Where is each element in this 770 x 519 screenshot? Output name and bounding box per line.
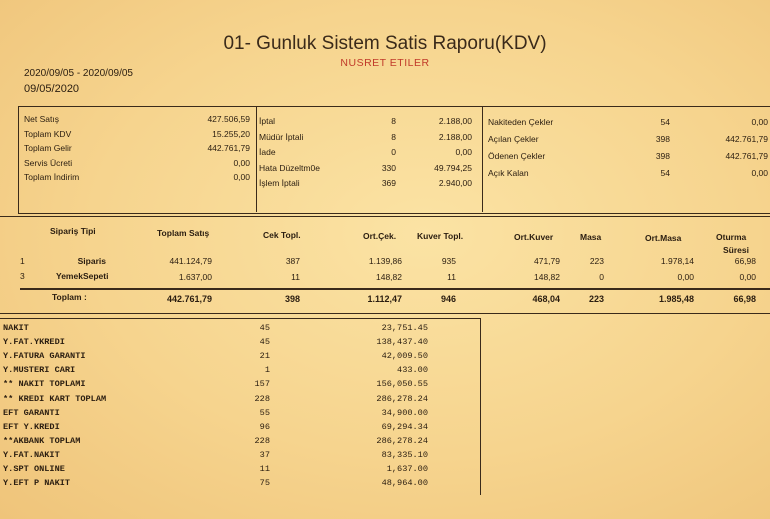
- order-cell-checks: 11: [291, 271, 300, 282]
- cancel-label: Hata Düzeltm0e: [259, 162, 320, 173]
- payment-amount: 286,278.24: [376, 435, 428, 446]
- payment-method-label: NAKIT: [3, 323, 29, 333]
- cancel-count: 369: [381, 178, 396, 188]
- payment-count: 21: [259, 351, 270, 362]
- order-cell-total: 1.637,00: [178, 271, 212, 282]
- cancel-value: 49.794,25: [434, 162, 472, 173]
- report-title: 01- Gunluk Sistem Satis Raporu(KDV): [223, 33, 547, 54]
- check-count: 54: [660, 168, 670, 178]
- order-row-type: YemekSepeti: [56, 271, 109, 281]
- summary-label: Net Satış: [24, 114, 59, 124]
- order-row-no: 1: [20, 256, 25, 266]
- payment-count: 45: [259, 323, 270, 333]
- payment-amount: 156,050.55: [376, 379, 428, 390]
- report-date: 09/05/2020: [24, 83, 80, 95]
- check-label: Nakiteden Çekler: [488, 117, 554, 127]
- cancel-count: 330: [381, 162, 396, 173]
- col-cover-total: Kuver Topl.: [417, 231, 464, 241]
- total-cell-checks: 398: [284, 294, 300, 304]
- total-cell-avg-table: 1.985,48: [658, 294, 694, 304]
- summary-value: 427.506,59: [207, 114, 250, 124]
- col-check-total: Cek Topl.: [263, 230, 301, 240]
- check-label: Açık Kalan: [488, 168, 529, 178]
- total-cell-table: 223: [588, 294, 604, 304]
- payment-count: 1: [264, 365, 270, 376]
- summary-value: 0,00: [233, 172, 250, 182]
- payment-amount: 83,335.10: [381, 449, 428, 460]
- col-table: Masa: [580, 232, 602, 242]
- order-cell-total: 441.124,79: [169, 256, 212, 266]
- order-cell-covers: 11: [447, 271, 456, 282]
- payment-method-label: Y.EFT P NAKIT: [3, 478, 71, 489]
- payment-count: 96: [259, 421, 270, 432]
- order-cell-checks: 387: [285, 256, 300, 266]
- col-order-type: Sipariş Tipi: [50, 226, 96, 236]
- cancel-value: 2.188,00: [438, 116, 472, 126]
- cancel-label: İptal: [259, 116, 276, 126]
- summary-label: Toplam İndirim: [24, 172, 80, 182]
- date-range: 2020/09/05 - 2020/09/05: [24, 68, 133, 79]
- cancel-value: 2.188,00: [438, 131, 472, 142]
- order-cell-table: 0: [599, 271, 604, 282]
- order-cell-covers: 935: [441, 256, 456, 266]
- summary-value: 0,00: [233, 157, 250, 168]
- col-avg-cover: Ort.Kuver: [514, 232, 554, 242]
- check-count: 398: [655, 151, 670, 161]
- payment-amount: 138,437.40: [376, 337, 428, 348]
- col-sitting: Oturma: [716, 232, 747, 242]
- col-total-sales: Toplam Satış: [157, 228, 210, 238]
- order-cell-avg-cover: 148,82: [534, 271, 560, 282]
- cancel-count: 8: [391, 131, 396, 142]
- order-cell-sit: 0,00: [739, 271, 756, 282]
- payment-method-label: EFT GARANTI: [3, 407, 60, 418]
- payment-amount: 433.00: [397, 365, 428, 376]
- check-label: Ödenen Çekler: [488, 151, 546, 161]
- payment-amount: 42,009.50: [381, 351, 428, 362]
- totals-divider: [20, 288, 770, 290]
- payment-method-label: ** NAKIT TOPLAMI: [3, 379, 86, 390]
- total-cell-sit: 66,98: [733, 294, 756, 304]
- cancel-value: 2.940,00: [438, 178, 472, 188]
- check-value: 0,00: [751, 117, 768, 127]
- order-row-no: 3: [20, 271, 25, 281]
- check-count: 398: [655, 134, 670, 144]
- cancel-count: 8: [391, 116, 396, 126]
- total-cell-avg-check: 1.112,47: [367, 294, 402, 304]
- col-avg-check: Ort.Çek.: [363, 231, 397, 241]
- summary-divider: [482, 106, 483, 212]
- col-avg-table: Ort.Masa: [645, 233, 682, 243]
- cancel-value: 0,00: [455, 147, 472, 157]
- payment-method-label: Y.MUSTERI CARI: [3, 365, 76, 376]
- order-cell-avg-table: 1.978,14: [660, 256, 694, 266]
- order-cell-sit: 66,98: [734, 256, 756, 266]
- payment-amount: 286,278.24: [376, 393, 428, 404]
- payment-method-label: **AKBANK TOPLAM: [3, 435, 81, 446]
- cancel-count: 0: [391, 147, 396, 157]
- cancel-label: İşlem İptali: [259, 178, 300, 188]
- summary-label: Servis Ücreti: [24, 157, 73, 168]
- payment-count: 157: [254, 379, 270, 390]
- order-cell-avg-check: 148,82: [376, 271, 402, 282]
- cancel-label: Müdür İptali: [259, 131, 304, 142]
- payment-amount: 48,964.00: [381, 478, 428, 489]
- summary-label: Toplam KDV: [24, 128, 72, 139]
- payment-count: 75: [259, 478, 270, 489]
- totals-label: Toplam :: [52, 292, 87, 302]
- payment-method-label: EFT Y.KREDI: [3, 421, 60, 432]
- payment-amount: 23,751.45: [381, 323, 428, 333]
- payment-count: 45: [259, 337, 270, 348]
- summary-label: Toplam Gelir: [24, 143, 72, 153]
- payment-method-label: Y.SPT ONLINE: [3, 464, 65, 474]
- order-cell-avg-cover: 471,79: [534, 256, 560, 266]
- check-count: 54: [660, 117, 670, 127]
- order-cell-table: 223: [589, 256, 604, 266]
- check-value: 442.761,79: [725, 151, 768, 161]
- payment-count: 228: [254, 393, 270, 404]
- summary-value: 15.255,20: [212, 128, 250, 139]
- order-cell-avg-table: 0,00: [677, 271, 694, 282]
- payment-method-label: Y.FAT.YKREDI: [3, 337, 65, 348]
- payment-amount: 34,900.00: [381, 407, 428, 418]
- total-cell-total: 442.761,79: [166, 294, 212, 304]
- payment-method-label: Y.FATURA GARANTI: [3, 351, 86, 362]
- check-label: Açılan Çekler: [488, 134, 539, 144]
- payment-count: 55: [259, 407, 270, 418]
- check-value: 0,00: [751, 168, 768, 178]
- summary-value: 442.761,79: [207, 143, 250, 153]
- total-cell-covers: 946: [440, 294, 456, 304]
- total-cell-avg-cover: 468,04: [532, 294, 560, 304]
- payment-method-label: ** KREDI KART TOPLAM: [3, 393, 107, 404]
- payment-count: 11: [259, 464, 270, 474]
- order-row-type: Siparis: [77, 256, 106, 266]
- payment-amount: 69,294.34: [381, 421, 428, 432]
- payment-count: 37: [259, 449, 270, 460]
- payment-count: 228: [254, 435, 270, 446]
- report-subtitle: NUSRET ETILER: [340, 57, 430, 69]
- check-value: 442.761,79: [725, 134, 768, 144]
- payment-amount: 1,637.00: [386, 464, 428, 474]
- order-cell-avg-check: 1.139,86: [368, 256, 402, 266]
- payment-method-label: Y.FAT.NAKIT: [3, 449, 60, 460]
- cancel-label: İade: [259, 147, 276, 157]
- summary-divider: [256, 106, 257, 212]
- col-sitting-duration: Süresi: [723, 245, 749, 255]
